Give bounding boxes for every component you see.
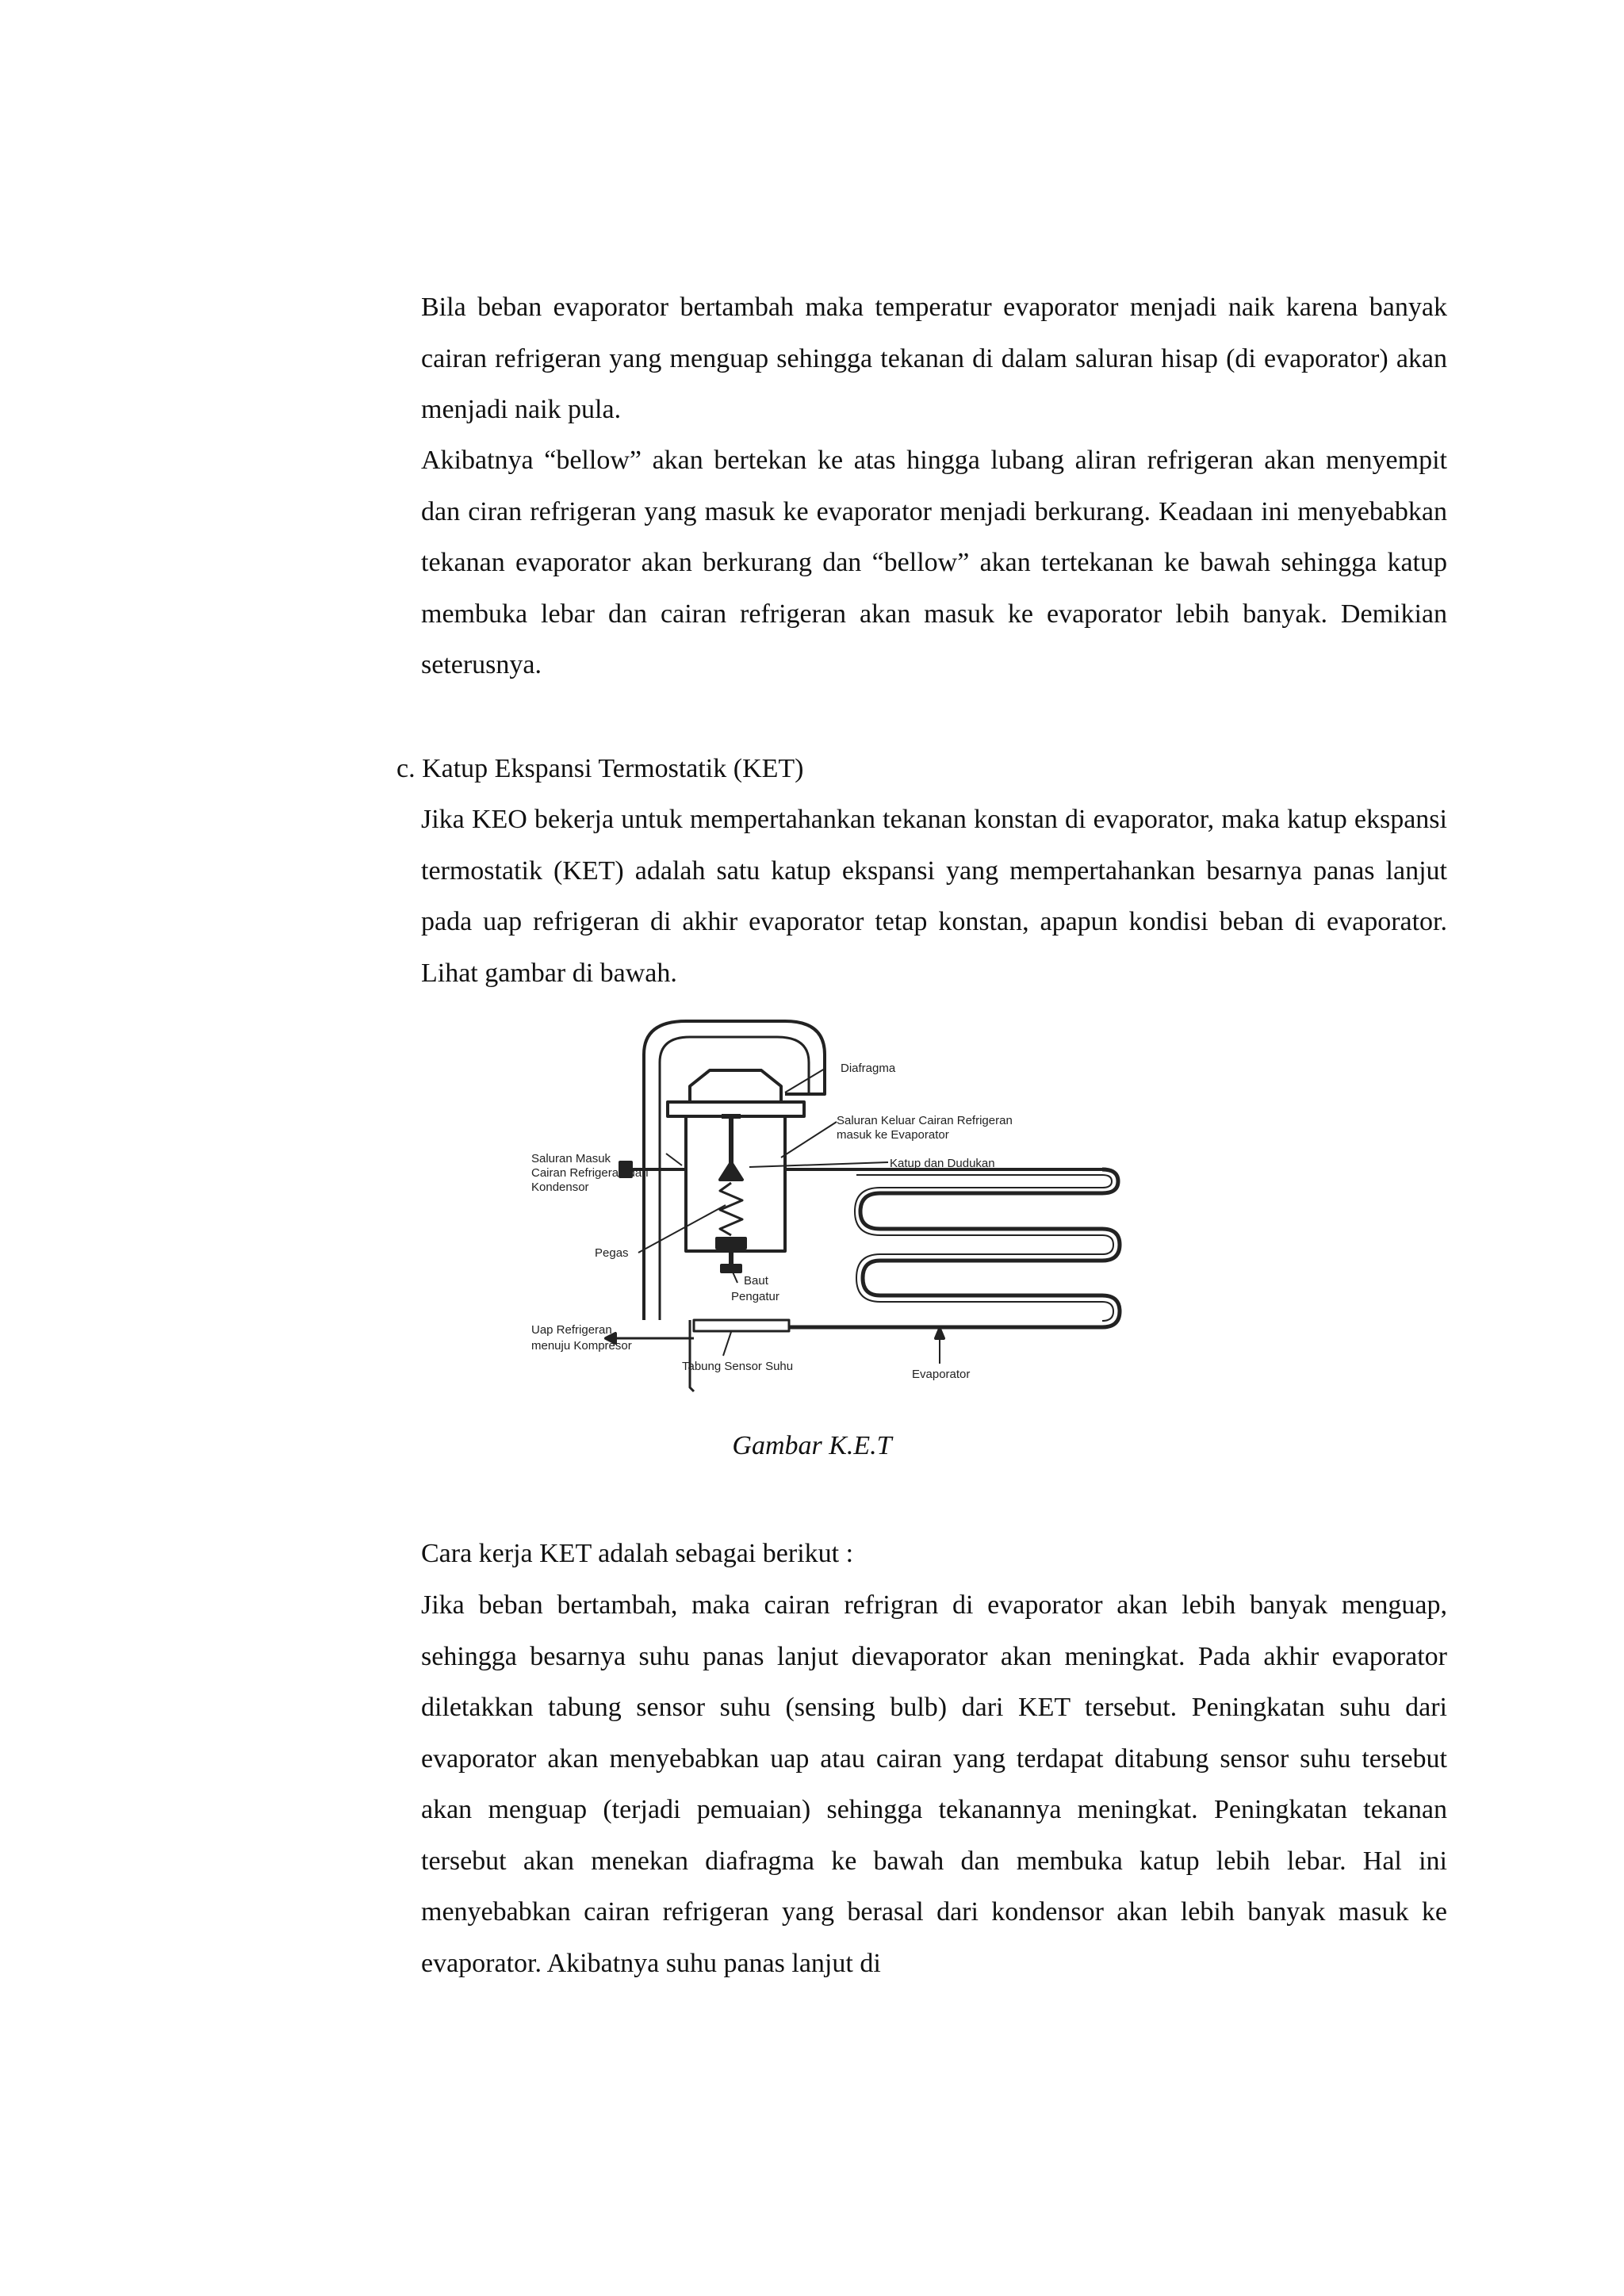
section-heading-ket: c. Katup Ekspansi Termostatik (KET) xyxy=(396,754,804,783)
label-uap-2: menuju Kompresor xyxy=(531,1339,632,1353)
paragraph-ket-intro: Cara kerja KET adalah sebagai berikut : xyxy=(421,1539,854,1568)
paragraph-bellow: Akibatnya “bellow” akan bertekan ke atas hingga lubang aliran refrigeran akan menyempit dan ciran refrigeran yang masuk ke evaporator menjadi berkurang. Keadaan ini menyebabkan tekanan evaporator akan berkurang dan “bellow” akan tertekanan ke bawah sehingga katup membuka lebar dan cairan refrigeran akan masuk ke evaporator lebih banyak. Demikian seterusnya. xyxy=(421,446,1447,679)
ket-diagram xyxy=(523,1007,1126,1403)
label-pegas: Pegas xyxy=(595,1246,629,1260)
label-tabung: Tabung Sensor Suhu xyxy=(682,1360,794,1373)
label-evaporator: Evaporator xyxy=(912,1368,971,1381)
label-uap-1: Uap Refrigeran xyxy=(531,1323,612,1337)
label-saluran-keluar-1: Saluran Keluar Cairan Refrigeran xyxy=(837,1114,1013,1127)
label-saluran-masuk-2: Cairan Refrigeran dari xyxy=(531,1166,649,1180)
label-baut-2: Pengatur xyxy=(731,1290,779,1303)
label-diafragma: Diafragma xyxy=(841,1062,896,1075)
label-saluran-keluar-2: masuk ke Evaporator xyxy=(837,1128,949,1142)
label-katup: Katup dan Dudukan xyxy=(890,1157,995,1170)
label-saluran-masuk-3: Kondensor xyxy=(531,1181,589,1194)
label-baut-1: Baut xyxy=(744,1274,768,1288)
label-saluran-masuk-1: Saluran Masuk xyxy=(531,1152,611,1165)
figure-caption: Gambar K.E.T xyxy=(732,1431,892,1460)
paragraph-ket-operation: Jika beban bertambah, maka cairan refrigran di evaporator akan lebih banyak menguap, sehingga besarnya suhu panas lanjut dievaporator akan meningkat. Pada akhir evaporator diletakkan tabung sensor suhu (sensing bulb) dari KET tersebut. Peningkatan suhu dari evaporator akan menyebabkan uap atau cairan yang terdapat ditabung sensor suhu tersebut akan menguap (terjadi pemuaian) sehingga tekanannya meningkat. Peningkatan tekanan tersebut akan menekan diafragma ke bawah dan membuka katup lebih lebar. Hal ini menyebabkan cairan refrigeran yang berasal dari kondensor akan lebih banyak masuk ke evaporator. Akibatnya suhu panas lanjut di xyxy=(421,1590,1447,1978)
paragraph-evaporator-load: Bila beban evaporator bertambah maka temperatur evaporator menjadi naik karena banyak cairan refrigeran yang menguap sehingga tekanan di dalam saluran hisap (di evaporator) akan menjadi naik pula. xyxy=(421,293,1447,424)
paragraph-ket-definition: Jika KEO bekerja untuk mempertahankan tekanan konstan di evaporator, maka katup ekspansi termostatik (KET) adalah satu katup ekspansi yang mempertahankan besarnya panas lanjut pada uap refrigeran di akhir evaporator tetap konstan, apapun kondisi beban di evaporator. Lihat gambar di bawah. xyxy=(421,805,1447,988)
